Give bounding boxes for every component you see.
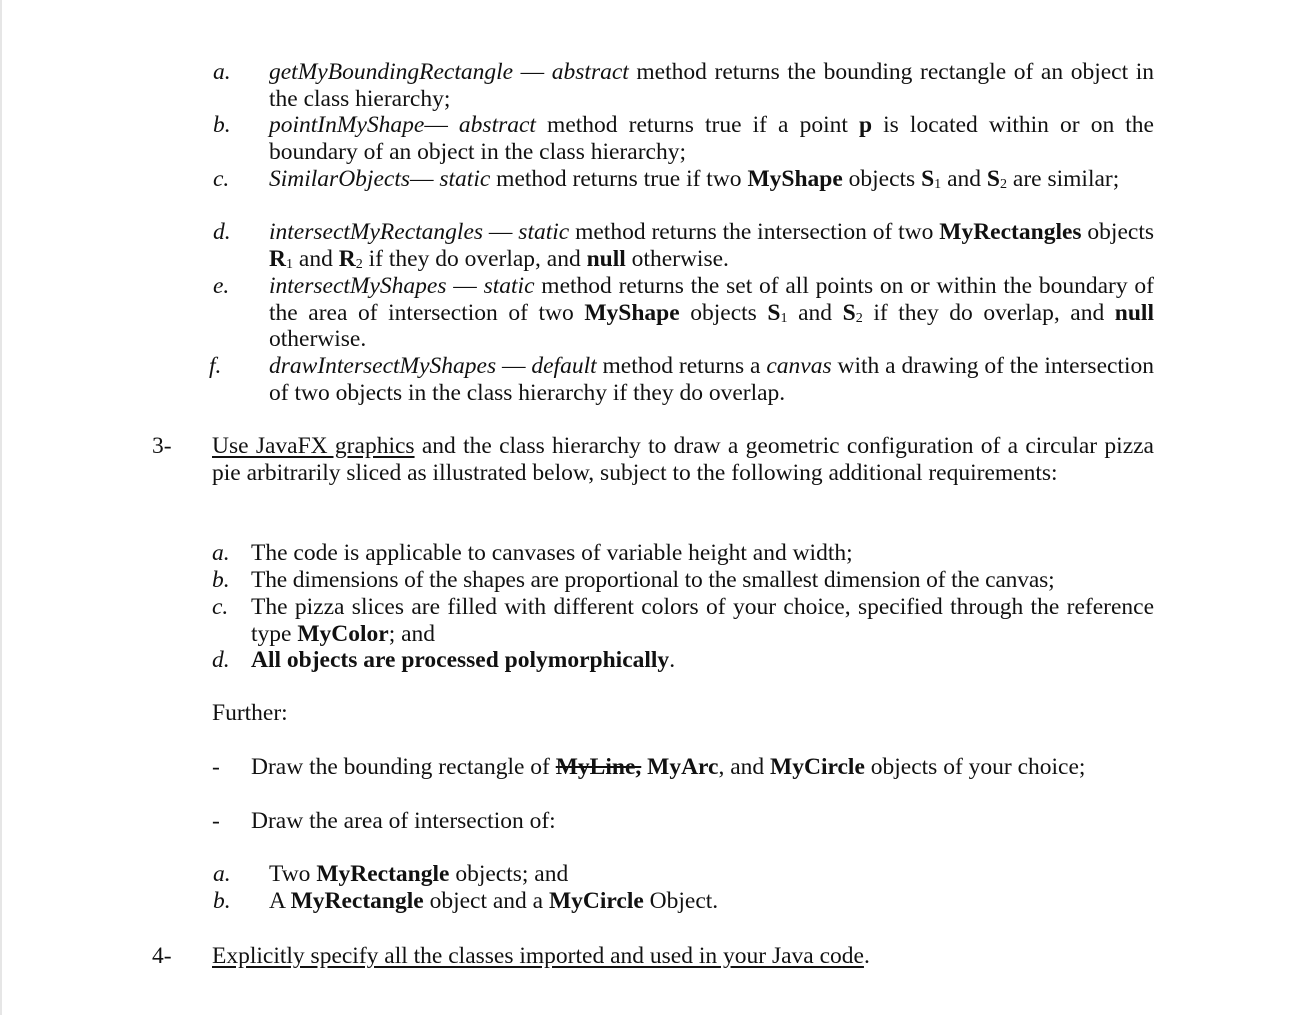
bullet-marker: - <box>212 808 220 834</box>
list-marker: d. <box>212 647 230 673</box>
list-marker: e. <box>213 273 230 299</box>
list-item-text: The code is applicable to canvases of variable height and width; <box>251 540 853 566</box>
list-item-text: drawIntersectMyShapes — default method returns a canvas with a drawing of the intersection of two objects in the class hierarchy if they do overlap. <box>269 353 1154 406</box>
item-text: Explicitly specify all the classes imported and used in your Java code. <box>212 943 870 969</box>
further-label: Further: <box>212 700 288 726</box>
list-marker: b. <box>213 888 231 914</box>
list-marker: b. <box>213 112 231 138</box>
list-marker: a. <box>212 540 230 566</box>
list-marker: a. <box>213 59 231 85</box>
list-item-text: A MyRectangle object and a MyCircle Object. <box>269 888 719 914</box>
list-item-text: SimilarObjects— static method returns true if two MyShape objects $S_1$ and $S_2$ are similar; <box>269 166 1120 193</box>
item-number: 4- <box>152 943 172 969</box>
page-left-edge <box>0 0 2 1015</box>
list-item-text: Two MyRectangle objects; and <box>269 861 569 887</box>
list-marker: c. <box>213 166 230 192</box>
list-item-text: The dimensions of the shapes are proportional to the smallest dimension of the canvas; <box>251 567 1055 593</box>
list-marker: f. <box>209 353 222 379</box>
list-marker: a. <box>213 861 231 887</box>
list-item-text: intersectMyShapes — static method returns the set of all points on or within the boundary of the area of intersection of two MyShape objects $S_1$ and $S_2$ if they do overlap, and null otherwise. <box>269 273 1154 352</box>
list-item-text: intersectMyRectangles — static method returns the intersection of two MyRectangles objects $R_1$ and $R_2$ if they do overlap, and null otherwise. <box>269 219 1154 272</box>
list-item-text: getMyBoundingRectangle — abstract method returns the bounding rectangle of an object in the class hierarchy; <box>269 59 1154 112</box>
list-item-text: The pizza slices are filled with different colors of your choice, specified through the reference type MyColor; and <box>251 594 1154 647</box>
bullet-text: Draw the bounding rectangle of MyLine, MyArc, and MyCircle objects of your choice; <box>251 754 1086 780</box>
bullet-marker: - <box>212 754 220 780</box>
list-marker: d. <box>213 219 231 245</box>
list-marker: c. <box>212 594 229 620</box>
list-item-text: pointInMyShape— abstract method returns true if a point p is located within or on the boundary of an object in the class hierarchy; <box>269 112 1154 165</box>
item-number: 3- <box>152 433 172 459</box>
bullet-text: Draw the area of intersection of: <box>251 808 556 834</box>
list-item-text: All objects are processed polymorphically. <box>251 647 676 673</box>
list-marker: b. <box>212 567 230 593</box>
item-text: Use JavaFX graphics and the class hierarchy to draw a geometric configuration of a circular pizza pie arbitrarily sliced as illustrated below, subject to the following additional requirements: <box>212 433 1154 486</box>
